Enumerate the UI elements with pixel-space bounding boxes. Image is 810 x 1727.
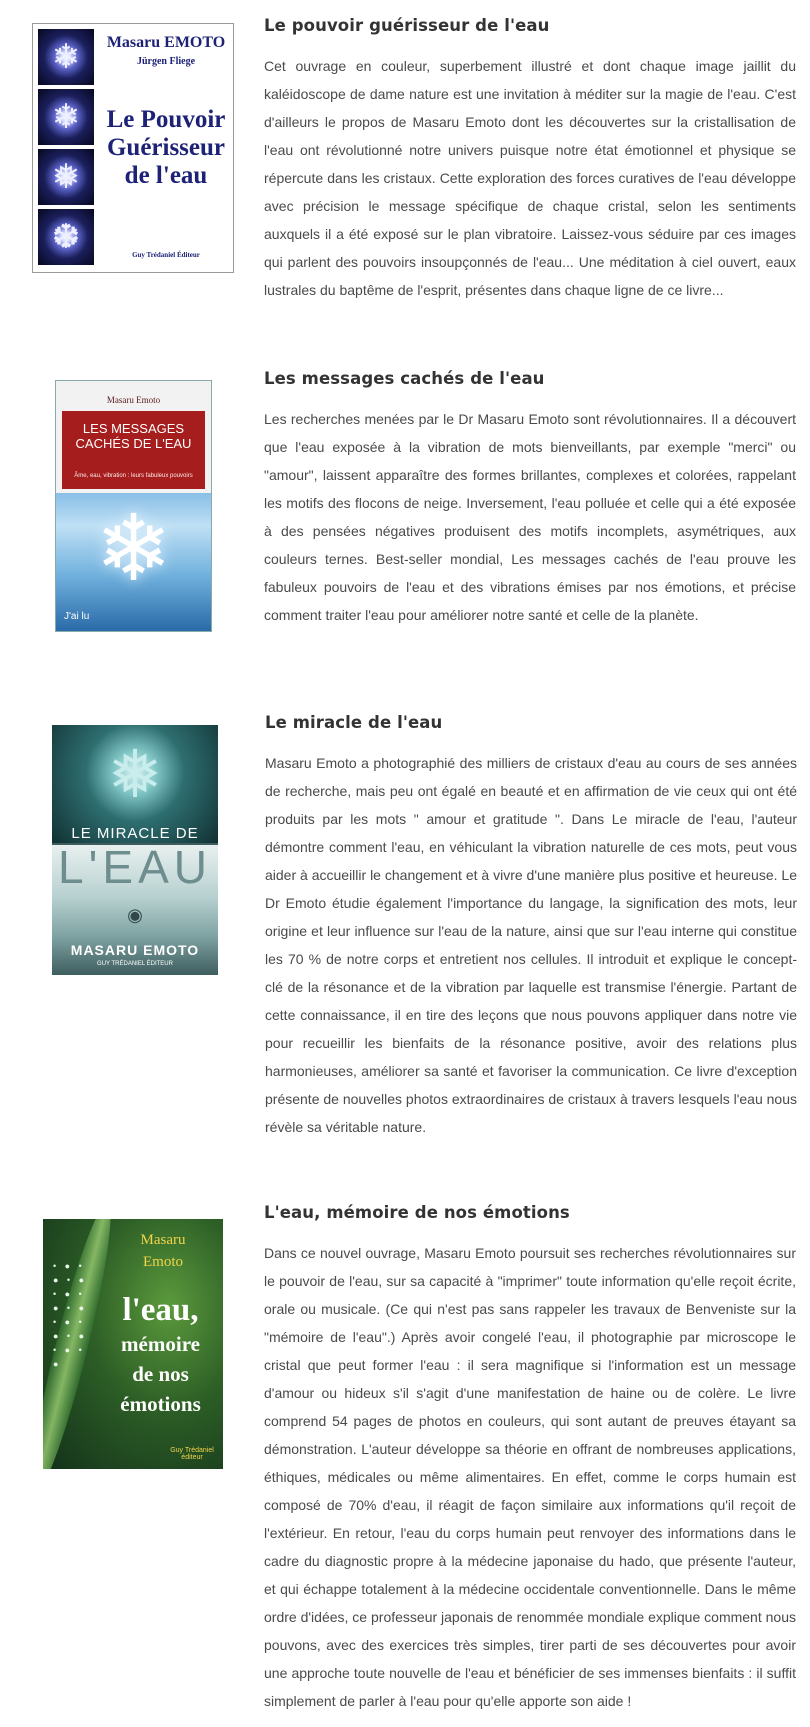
publisher-logo: J'ai lu	[64, 611, 90, 622]
book-description: Masaru Emoto a photographié des milliers de cristaux d'eau au cours de ses années de recherche, mais peu ont égalé en beauté et en affirmation de vie ceux qui ont été produits par les mots " amour et gratitude ". Dans Le miracle de l'eau, l'auteur démontre comment l'eau, en véhiculant la vibration naturelle de ces mots, peut vous aider à accueillir le changement et à vivre d'une manière plus positive et heureuse. Le Dr Emoto étudie également l'importance du langage, la signification des mots, leur origine et leur influence sur l'eau de la nature, ainsi que sur l'eau interne qui constitue les 70 % de notre corps et entretient nos cellules. Il introduit et explique le concept-clé de la résonance et de la vibration par laquelle est transmise l'énergie. Partant de cette connaissance, il en tire des leçons que nous pouvons appliquer dans notre vie pour recueillir les bienfaits de la résonance positive, avoir des relations plus harmonieuses, améliorer sa santé et favoriser la communication. Ce livre d'exception présente de nouvelles photos extraordinaires de cristaux à travers lesquels l'eau nous révèle sa véritable nature.	[265, 755, 797, 1135]
book-title: L'eau, mémoire de nos émotions	[264, 1203, 570, 1222]
book-description: Dans ce nouvel ouvrage, Masaru Emoto poursuit ses recherches révolutionnaires sur le pouvoir de l'eau, sur sa capacité à "imprimer" toute information qu'elle reçoit écrite, orale ou musicale. (Ce qui n'est pas sans rappeler les travaux de Benveniste sur la "mémoire de l'eau".) Après avoir congelé l'eau, il photographie par microscope le cristal que peut former l'eau : il sera magnifique si l'information est un message d'amour ou hideux s'il s'agit d'une manifestation de haine ou de colère. Le livre comprend 54 pages de photos en couleurs, qui sont autant de preuves étayant sa démonstration. L'auteur développe sa théorie en offrant de nombreuses applications, éthiques, médicales ou même alimentaires. En effet, comme le corps humain est composé de 70% d'eau, il réagit de façon similaire aux informations qu'il reçoit de l'extérieur. En retour, l'eau du corps humain peut renvoyer des informations dans le cadre du diagnostic propre à la médecine japonaise du hado, que présente l'auteur, et qui échappe totalement à la médecine occidentale conventionnelle. Dans le même ordre d'idées, ce professeur japonais de renommée mondiale explique comment nous pouvons, avec des exercices très simples, tirer parti de ses découvertes pour avoir une approche toute nouvelle de l'eau et bénéficier de ses immenses bienfaits : il suffit simplement de parler à l'eau pour qu'elle apporte son aide !	[264, 1245, 796, 1709]
book-title: Les messages cachés de l'eau	[264, 369, 545, 388]
cover-author: MASARU EMOTO	[70, 942, 200, 958]
cover-title: Le Pouvoir Guérisseur de l'eau	[106, 106, 226, 189]
book-text	[264, 16, 796, 304]
cover-coauthor: Jürgen Fliege	[136, 56, 196, 67]
book-cover-image[interactable]	[52, 725, 218, 975]
cover-author-line: Emoto	[143, 1254, 183, 1270]
crystal-photo: ❄	[38, 89, 94, 145]
cover-title-line: émotions	[120, 1392, 201, 1416]
water-drop-icon: ◉	[127, 905, 143, 925]
cover-title-line: LE MIRACLE DE	[71, 825, 199, 842]
book-title: Le miracle de l'eau	[265, 713, 443, 732]
book-text	[264, 369, 796, 629]
cover-publisher: Guy Trédaniel Éditeur	[132, 251, 200, 259]
cover-title-line: l'eau,	[122, 1292, 199, 1328]
cover-title: LES MESSAGES CACHÉS DE L'EAU	[75, 421, 192, 451]
snowflake-icon: ❅	[107, 737, 163, 811]
cover-author	[103, 1229, 223, 1273]
cover-title-line: de nos	[132, 1362, 189, 1386]
book-cover-image[interactable]	[32, 23, 234, 273]
cover-author-line: Masaru	[140, 1232, 186, 1248]
cover-title	[98, 1291, 223, 1419]
snowflake-icon: ❄	[94, 498, 173, 600]
book-text	[264, 1203, 796, 1715]
cover-title-large: L'EAU	[58, 841, 212, 893]
book-cover-image[interactable]	[55, 380, 212, 632]
book-description: Les recherches menées par le Dr Masaru Emoto sont révolutionnaires. Il a découvert que l'eau exposée à la vibration de mots bienveillants, par exemple "merci" ou "amour", laissent apparaître des formes brillantes, complexes et colorées, rappelant les motifs des flocons de neige. Inversement, l'eau polluée et celle qui a été exposée à des pensées négatives produisent des motifs incomplets, asymétriques, aux couleurs ternes. Best-seller mondial, Les messages cachés de l'eau prouve les fabuleux pouvoirs de l'eau et des vibrations émises par nos émotions, et précise comment traiter l'eau pour améliorer notre santé et celle de la planète.	[264, 411, 796, 623]
dew-drops-graphic: • ● • ● • ● • ● • ● • ● • ● • ● • ● • ● • ●	[53, 1261, 88, 1369]
cover-publisher: Guy Trédaniel éditeur	[170, 1447, 214, 1461]
cover-title-line: mémoire	[121, 1332, 200, 1356]
book-cover-image[interactable]	[43, 1219, 223, 1469]
cover-subtitle: Âme, eau, vibration : leurs fabuleux pouvoirs	[74, 473, 193, 479]
cover-author: Masaru Emoto	[106, 395, 161, 405]
cover-author: Masaru EMOTO	[106, 34, 226, 51]
book-text	[265, 713, 797, 1141]
crystal-photo: ❄	[38, 29, 94, 85]
cover-publisher: GUY TRÉDANIEL ÉDITEUR	[97, 961, 173, 967]
book-description: Cet ouvrage en couleur, superbement illustré et dont chaque image jaillit du kaléidoscope de dame nature est une invitation à méditer sur la magie de l'eau. C'est d'ailleurs le propos de Masaru Emoto dont les découvertes sur la cristallisation de l'eau ont révolutionné notre univers puisque notre état émotionnel et physique se répercute dans les cristaux. Cette exploration des forces curatives de l'eau développe avec précision le message spécifique de chaque cristal, selon les sentiments auxquels il a été exposé sur le plan vibratoire. Laissez-vous séduire par ces images qui parlent des pouvoirs insoupçonnés de l'eau... Une méditation à ciel ouvert, eaux lustrales du baptême de l'esprit, présentes dans chaque ligne de ce livre...	[264, 58, 796, 298]
crystal-photo: ❆	[38, 209, 94, 265]
crystal-photo: ❅	[38, 149, 94, 205]
book-title: Le pouvoir guérisseur de l'eau	[264, 16, 550, 35]
